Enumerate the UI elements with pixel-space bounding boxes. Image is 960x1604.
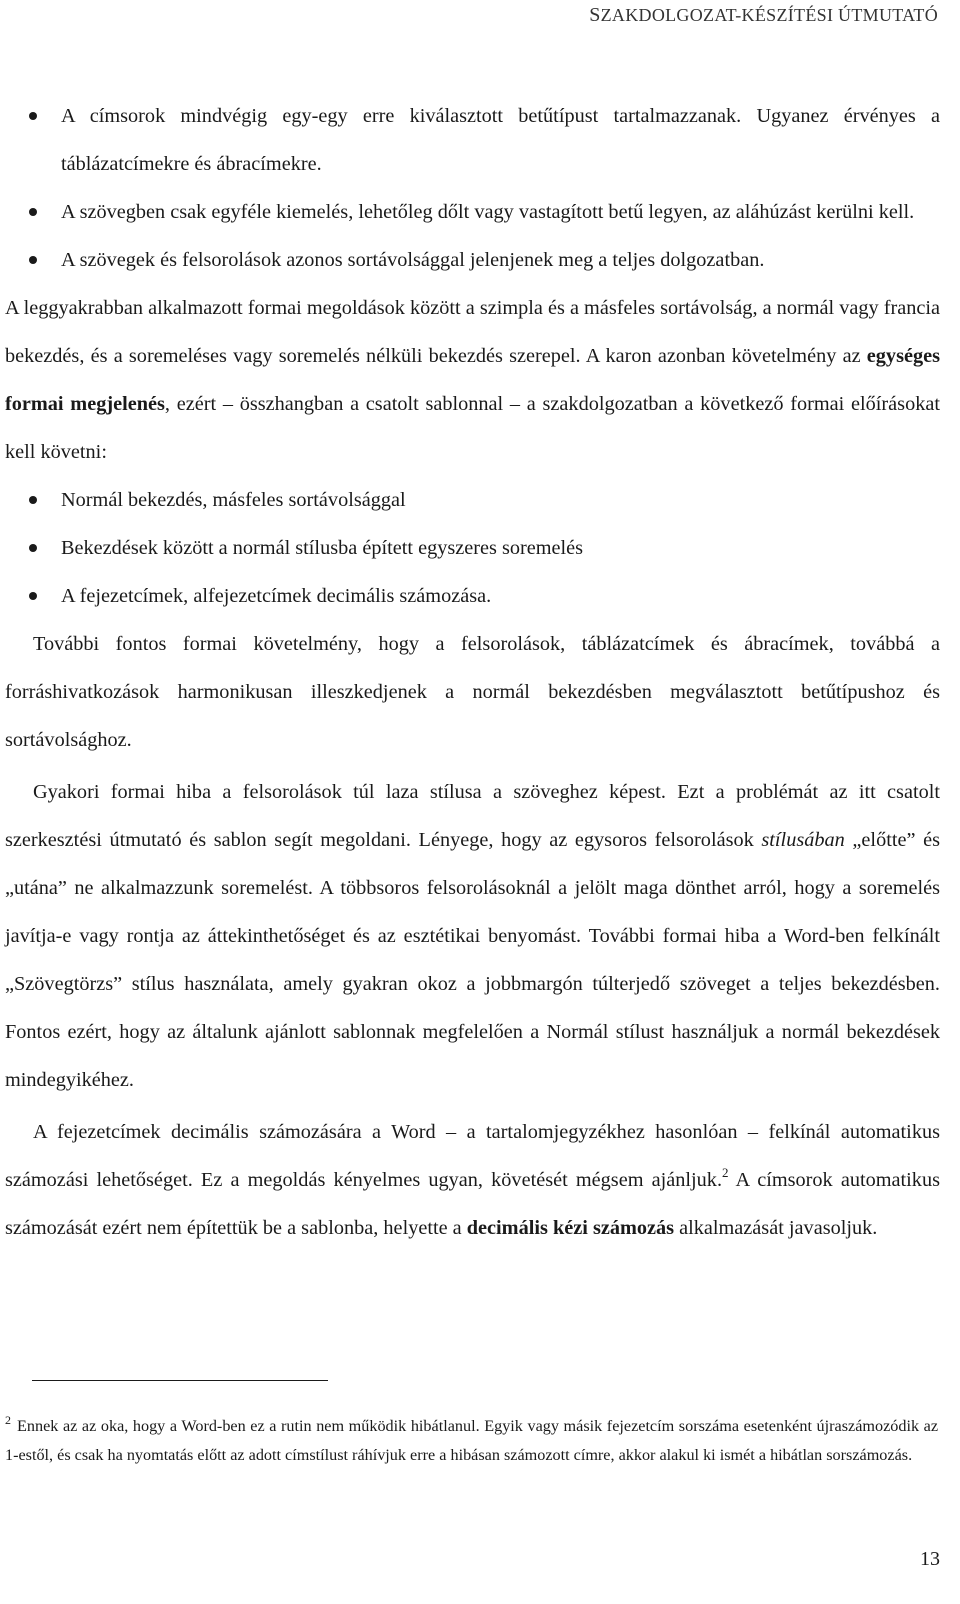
- paragraph-numbering: [5, 1108, 940, 1252]
- paragraph-further-requirements: További fontos formai követelmény, hogy a felsorolások, táblázatcímek és ábracímek, továbbá a forráshivatkozások harmonikusan illeszkedjenek a normál bekezdésben megválasztott betűtípushoz és sortávolsághoz.: [5, 633, 940, 751]
- body-text: [5, 92, 940, 1252]
- bold-emphasis: egységes formai megjelenés: [5, 345, 940, 415]
- running-header: [589, 4, 938, 27]
- running-header-initial: S: [589, 4, 601, 26]
- bold-emphasis: decimális kézi számozás: [466, 1217, 675, 1239]
- list-item: A címsorok mindvégig egy-egy erre kiválasztott betűtípust tartalmazzanak. Ugyanez érvényes a táblázatcímekre és ábracímekre.: [5, 92, 940, 188]
- footnote: [5, 1412, 938, 1470]
- paragraph-text: A fejezetcímek decimális számozására a Word – a tartalomjegyzékhez hasonlóan – felkínál automatikus számozási lehetőséget. Ez a megoldás kényelmes ugyan, követését mégsem ajánljuk.: [5, 1121, 940, 1191]
- paragraph-text: A leggyakrabban alkalmazott formai megoldások között a szimpla és a másfeles sortávolság, a normál vagy francia bekezdés, és a soremeléses vagy soremelés nélküli bekezdés szerepel. A karon azonban követelmény az: [5, 297, 940, 367]
- list-item: A fejezetcímek, alfejezetcímek decimális számozása.: [5, 572, 940, 620]
- footnote-separator: [32, 1380, 328, 1381]
- italic-emphasis: stílusában: [761, 829, 845, 851]
- paragraph-text: Gyakori formai hiba a felsorolások túl laza stílusa a szöveghez képest. Ezt a problémát az itt csatolt szerkesztési útmutató és sablon segít megoldani. Lényege, hogy az egysoros felsorolások: [5, 781, 940, 851]
- paragraph-common-errors: [5, 768, 940, 1104]
- paragraph-requirements: [5, 284, 940, 476]
- footnote-reference[interactable]: 2: [722, 1165, 729, 1180]
- footnote-text: Ennek az az oka, hogy a Word-ben ez a rutin nem működik hibátlanul. Egyik vagy másik fejezetcím sorszáma esetenként újraszámozódik az 1-estől, és csak ha nyomtatás előtt az adott címstílust ráhívjuk erre a hibásan számozott címre, akkor alakul ki ismét a hibátlan sorszámozás.: [5, 1417, 938, 1464]
- paragraph-text: alkalmazását javasoljuk.: [674, 1217, 878, 1239]
- running-header-text: ZAKDOLGOZAT-KÉSZÍTÉSI ÚTMUTATÓ: [600, 5, 938, 25]
- list-item: A szövegek és felsorolások azonos sortávolsággal jelenjenek meg a teljes dolgozatban.: [5, 236, 940, 284]
- paragraph-text: , ezért – összhangban a csatolt sablonnal – a szakdolgozatban a következő formai előírásokat kell követni:: [5, 393, 940, 463]
- paragraph-text: A címsorok automatikus számozását ezért nem építettük be a sablonba, helyette a: [5, 1169, 940, 1239]
- footnote-number: 2: [5, 1413, 11, 1427]
- paragraph-text: „előtte” és „utána” ne alkalmazzunk soremelést. A többsoros felsorolásoknál a jelölt maga dönthet arról, hogy a soremelés javítja-e vagy rontja az áttekinthetőséget és az esztétikai benyomást. További formai hiba a Word-ben felkínált „Szövegtörzs” stílus használata, amely gyakran okoz a jobbmargón túlterjedő szöveget a teljes bekezdésben. Fontos ezért, hogy az általunk ajánlott sablonnak megfelelően a Normál stílust használjuk a normál bekezdések mindegyikéhez.: [5, 829, 940, 1091]
- list-item: A szövegben csak egyféle kiemelés, lehetőleg dőlt vagy vastagított betű legyen, az aláhúzást kerülni kell.: [5, 188, 940, 236]
- bullet-list-formatting: [5, 92, 940, 284]
- page-number: 13: [920, 1548, 940, 1570]
- bullet-list-rules: [5, 476, 940, 620]
- list-item: Bekezdések között a normál stílusba épített egyszeres soremelés: [5, 524, 940, 572]
- list-item: Normál bekezdés, másfeles sortávolsággal: [5, 476, 940, 524]
